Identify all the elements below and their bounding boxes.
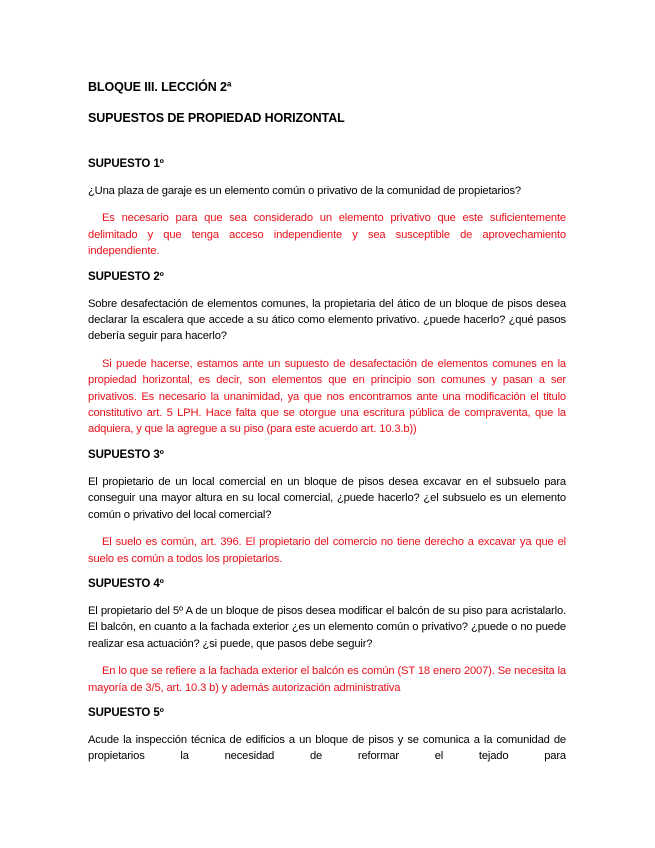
case-2-heading: SUPUESTO 2º <box>88 270 164 283</box>
case-2-answer: Si puede hacerse, estamos ante un supuesto de desafectación de elementos comunes en la propiedad horizontal, es decir, son elementos que en principio son comunes y pasan a ser privativos. Es necesario la unanimidad, ya que nos encontramos ante una modificación el titulo constitutivo art. 5 LPH. Hace falta que se otorgue una escritura pública de compraventa, que la adquiera, y que la agregue a su piso (para este acuerdo art. 10.3.b)) <box>88 357 566 436</box>
document-subtitle: SUPUESTOS DE PROPIEDAD HORIZONTAL <box>88 111 345 125</box>
case-1-question: ¿Una plaza de garaje es un elemento común o privativo de la comunidad de propietarios? <box>88 185 522 197</box>
case-4-question: El propietario del 5º A de un bloque de pisos desea modificar el balcón de su piso para acristalarlo. El balcón, en cuanto a la fachada exterior ¿es un elemento común o privativo? ¿puede o no puede realizar esa actuación? ¿si puede, que pasos debe seguir? <box>88 604 566 650</box>
document-title: BLOQUE III. LECCIÓN 2ª <box>88 80 232 94</box>
case-3-answer: El suelo es común, art. 396. El propietario del comercio no tiene derecho a excavar ya que el suelo es común a todos los propietarios. <box>88 536 566 565</box>
case-5-question: Acude la inspección técnica de edificios a un bloque de pisos y se comunica a la comunidad de propietarios la necesidad de reformar el tejado para <box>88 733 566 763</box>
case-3-heading: SUPUESTO 3º <box>88 448 164 461</box>
case-5-heading: SUPUESTO 5º <box>88 706 164 719</box>
case-3-question: El propietario de un local comercial en un bloque de pisos desea excavar en el subsuelo para conseguir una mayor altura en su local comercial, ¿puede hacerlo? ¿el subsuelo es un elemento común o privativo del local comercial? <box>88 475 566 521</box>
document-page <box>88 80 566 776</box>
case-4-answer: En lo que se refiere a la fachada exterior el balcón es común (ST 18 enero 2007). Se necesita la mayoría de 3/5, art. 10.3 b) y además autorización administrativa <box>88 665 566 694</box>
case-4-heading: SUPUESTO 4º <box>88 577 164 590</box>
case-2-question: Sobre desafectación de elementos comunes, la propietaria del ático de un bloque de pisos desea declarar la escalera que accede a su ático como elemento privativo. ¿puede hacerlo? ¿qué pasos debería seguir para hacerlo? <box>88 297 566 343</box>
case-1-answer: Es necesario para que sea considerado un elemento privativo que este suficientemente delimitado y que tenga acceso independiente y sea susceptible de aprovechamiento independiente. <box>88 212 566 258</box>
case-1-heading: SUPUESTO 1º <box>88 158 164 170</box>
